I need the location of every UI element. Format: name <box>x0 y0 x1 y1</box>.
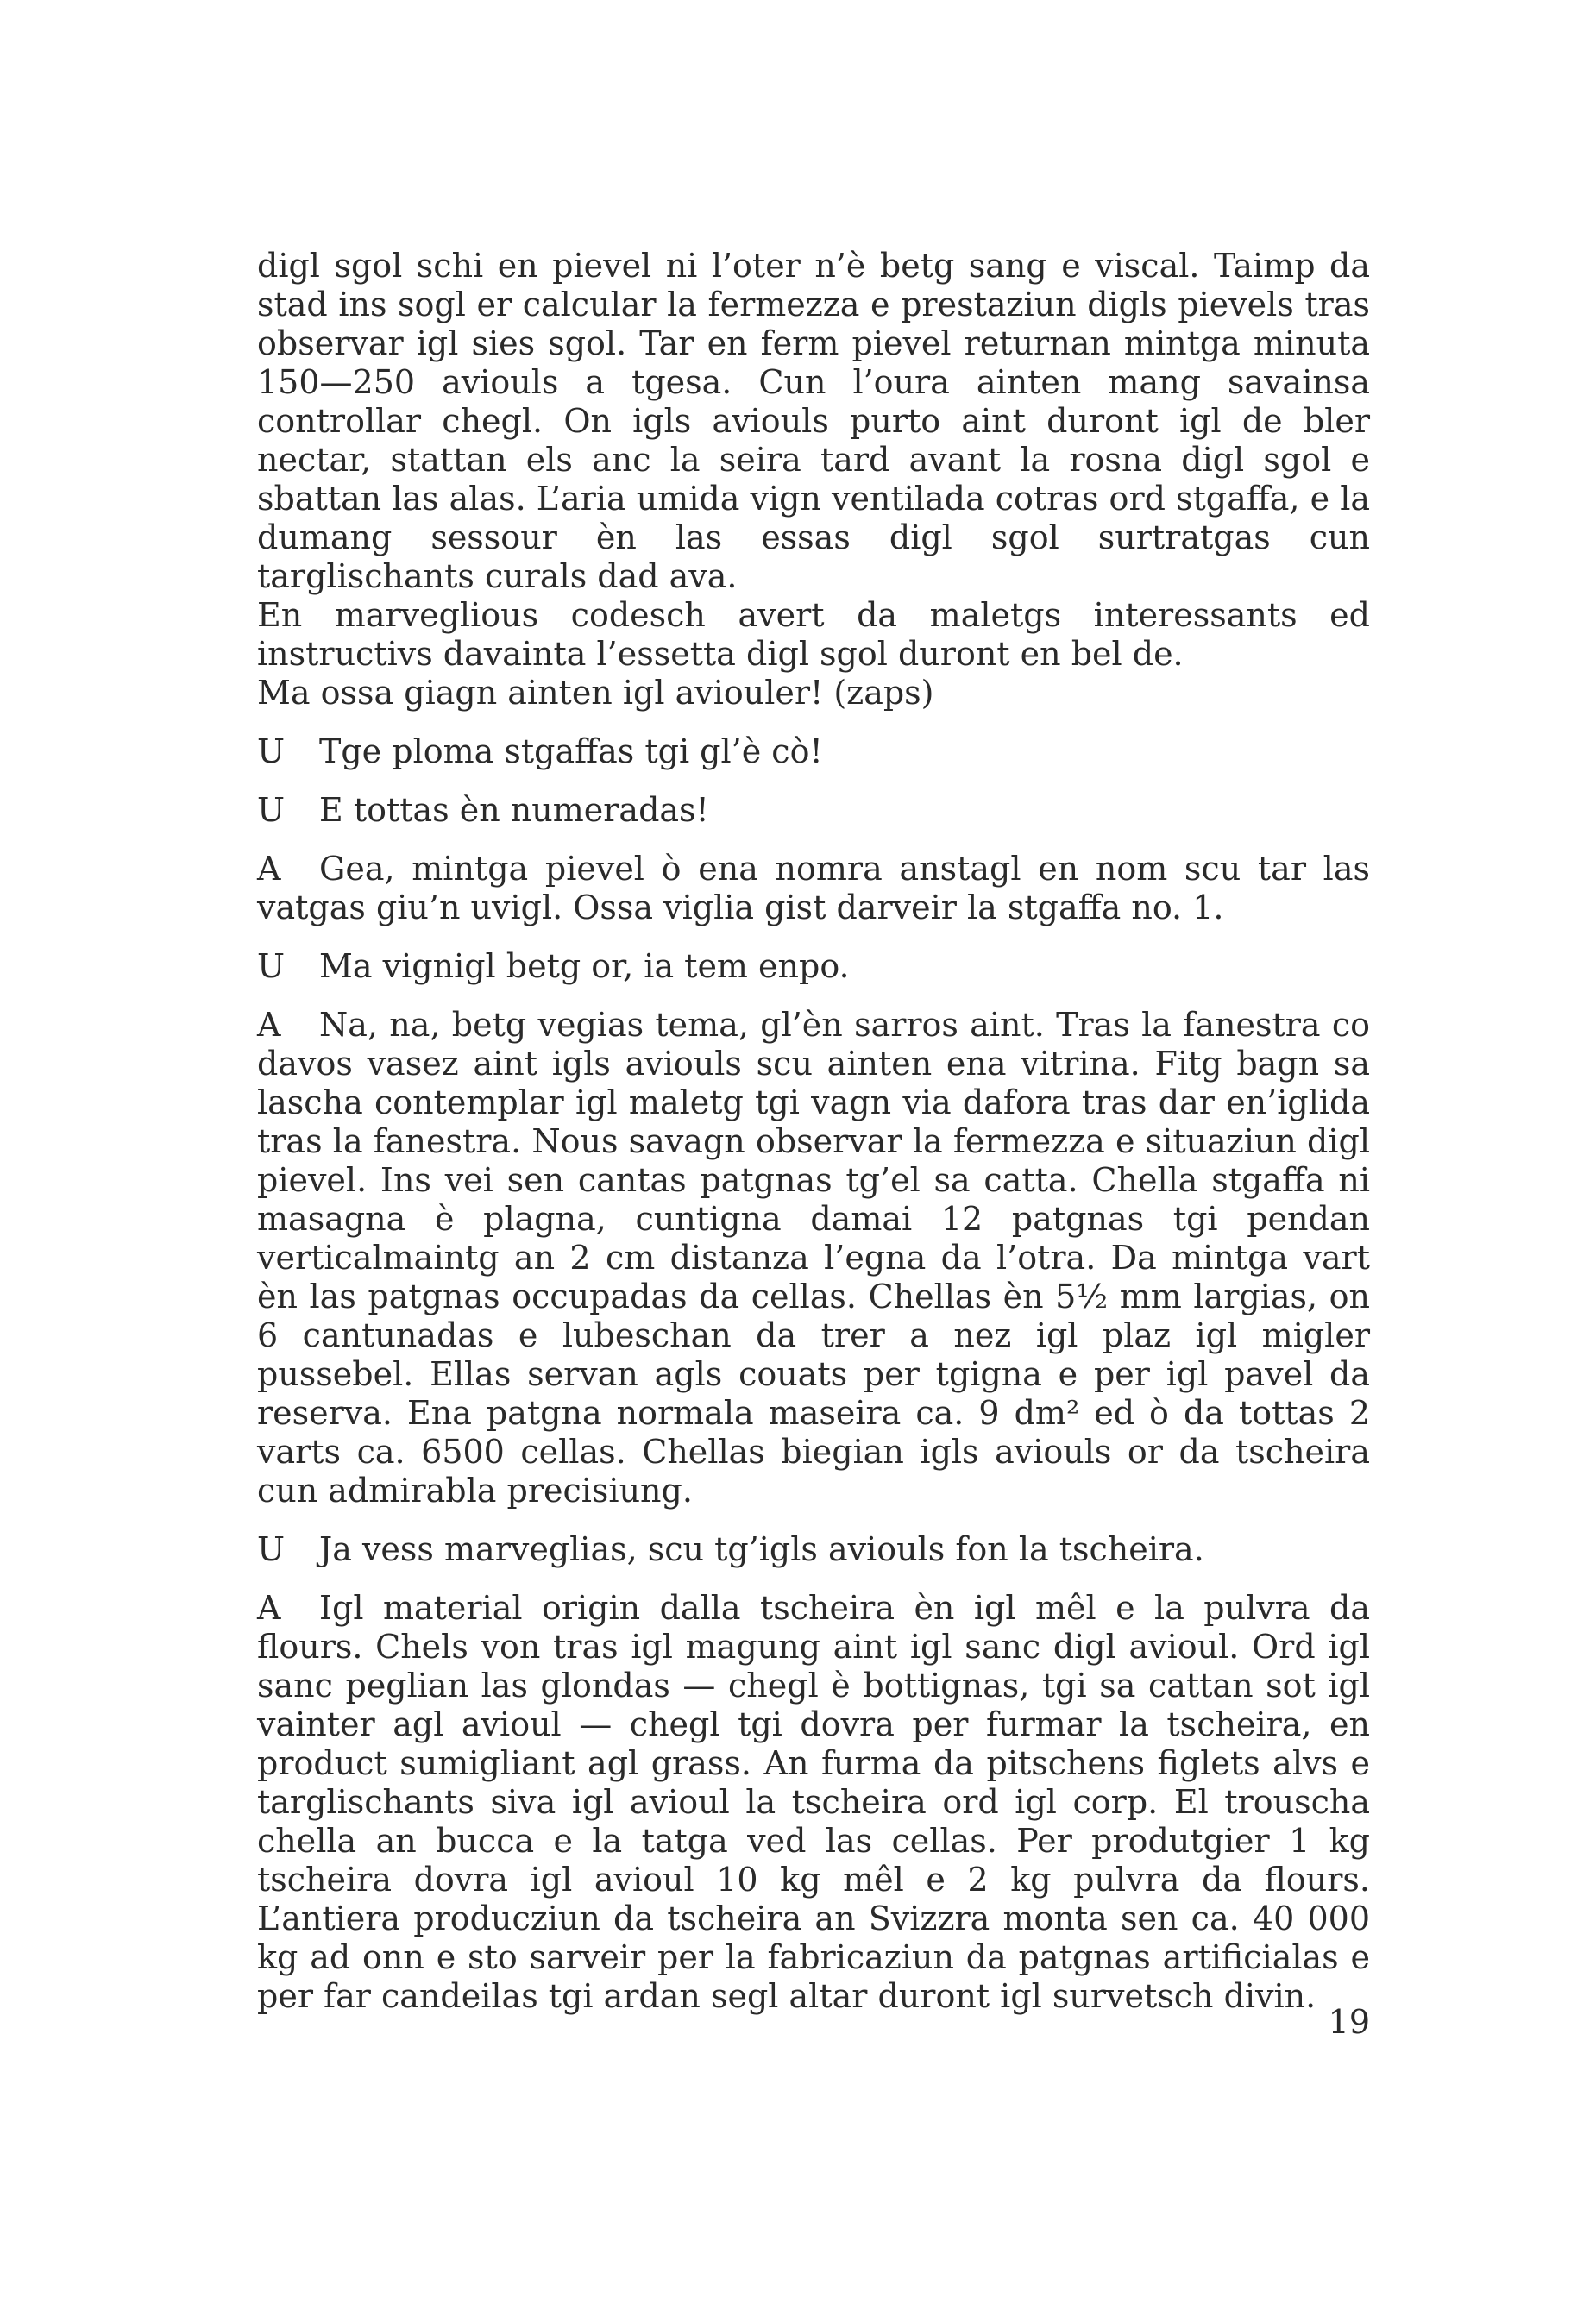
intro-paragraph: digl sgol schi en pievel ni l’oter n’è betg sang e viscal. Taimp da stad ins sogl er calcular la fermezza e prestaziun digls pievels tras observar igl sies sgol. Tar en ferm pievel returnan mintga minuta 150—250 aviouls a tgesa. Cun l’oura ainten mang savainsa controllar chegl. On igls aviouls purto aint duront igl de bler nectar, stattan els anc la seira tard avant la rosna digl sgol e sbattan las alas. L’aria umida vign ventilada cotras ord stgaffa, e la dumang sessour èn las essas digl sgol surtratgas cun targlischants curals dad ava. <box>257 247 1370 595</box>
speaker-label: A <box>257 1006 281 1044</box>
dialog-line <box>257 947 1370 986</box>
speaker-label: U <box>257 791 286 829</box>
speaker-label: A <box>257 850 281 888</box>
page-body <box>257 247 1370 2016</box>
page-number: 19 <box>1328 2003 1370 2041</box>
speaker-label: A <box>257 1589 281 1627</box>
dialog-text: Gea, mintga pievel ò ena nomra anstagl en nom scu tar las vatgas giu’n uvigl. Ossa viglia gist darveir la stgaffa no. 1. <box>257 850 1370 926</box>
intro-paragraph: Ma ossa giagn ainten igl aviouler! (zaps) <box>257 674 934 712</box>
dialog-line <box>257 732 1370 771</box>
dialog-text: Na, na, betg vegias tema, gl’èn sarros aint. Tras la fanestra co davos vasez aint igls aviouls scu ainten ena vitrina. Fitg bagn sa lascha contemplar igl maletg tgi vagn via dafora tras dar en’iglida tras la fanestra. Nous savagn observar la fermezza e situaziun digl pievel. Ins vei sen cantas patgnas tg’el sa catta. Chella stgaffa ni masagna è plagna, cuntigna damai 12 patgnas tgi pendan verticalmaintg an 2 cm distanza l’egna da l’otra. Da mintga vart èn las patgnas occupadas da cellas. Chellas èn 5½ mm largias, on 6 cantunadas e lubeschan da trer a nez igl plaz igl migler pussebel. Ellas servan agls couats per tgigna e per igl pavel da reserva. Ena patgna normala maseira ca. 9 dm² ed ò da tottas 2 varts ca. 6500 cellas. Chellas biegian igls aviouls or da tscheira cun admirabla precisiung. <box>257 1006 1370 1510</box>
dialog-text: Tge ploma stgaffas tgi gl’è cò! <box>319 732 823 770</box>
dialog-line <box>257 1530 1370 1569</box>
intro-paragraph: En marveglious codesch avert da maletgs interessants ed instructivs davainta l’essetta digl sgol duront en bel de. <box>257 596 1370 673</box>
dialog-text: Igl material origin dalla tscheira èn igl mêl e la pulvra da flours. Chels von tras igl magung aint igl sanc digl avioul. Ord igl sanc peglian las glondas — chegl è bottignas, tgi sa cattan sot igl vainter agl avioul — chegl tgi dovra per furmar la tscheira, en product sumigliant agl grass. An furma da pitschens figlets alvs e targlischants siva igl avioul la tscheira ord igl corp. El trouscha chella an bucca e la tatga ved las cellas. Per produtgier 1 kg tscheira dovra igl avioul 10 kg mêl e 2 kg pulvra da flours. L’antiera producziun da tscheira an Svizzra monta sen ca. 40 000 kg ad onn e sto sarveir per la fabricaziun da patgnas artificialas e per far candeilas tgi ardan segl altar duront igl survetsch divin. <box>257 1589 1370 2015</box>
speaker-label: U <box>257 732 286 770</box>
speaker-label: U <box>257 947 286 985</box>
dialog-text: Ma vignigl betg or, ia tem enpo. <box>319 947 850 985</box>
dialog-line <box>257 850 1370 927</box>
dialog-line <box>257 1006 1370 1510</box>
dialog-text: E tottas èn numeradas! <box>319 791 709 829</box>
dialog-text: Ja vess marveglias, scu tg’igls aviouls fon la tscheira. <box>319 1530 1204 1568</box>
dialog-line <box>257 1589 1370 2016</box>
dialog-line <box>257 791 1370 830</box>
speaker-label: U <box>257 1530 286 1568</box>
